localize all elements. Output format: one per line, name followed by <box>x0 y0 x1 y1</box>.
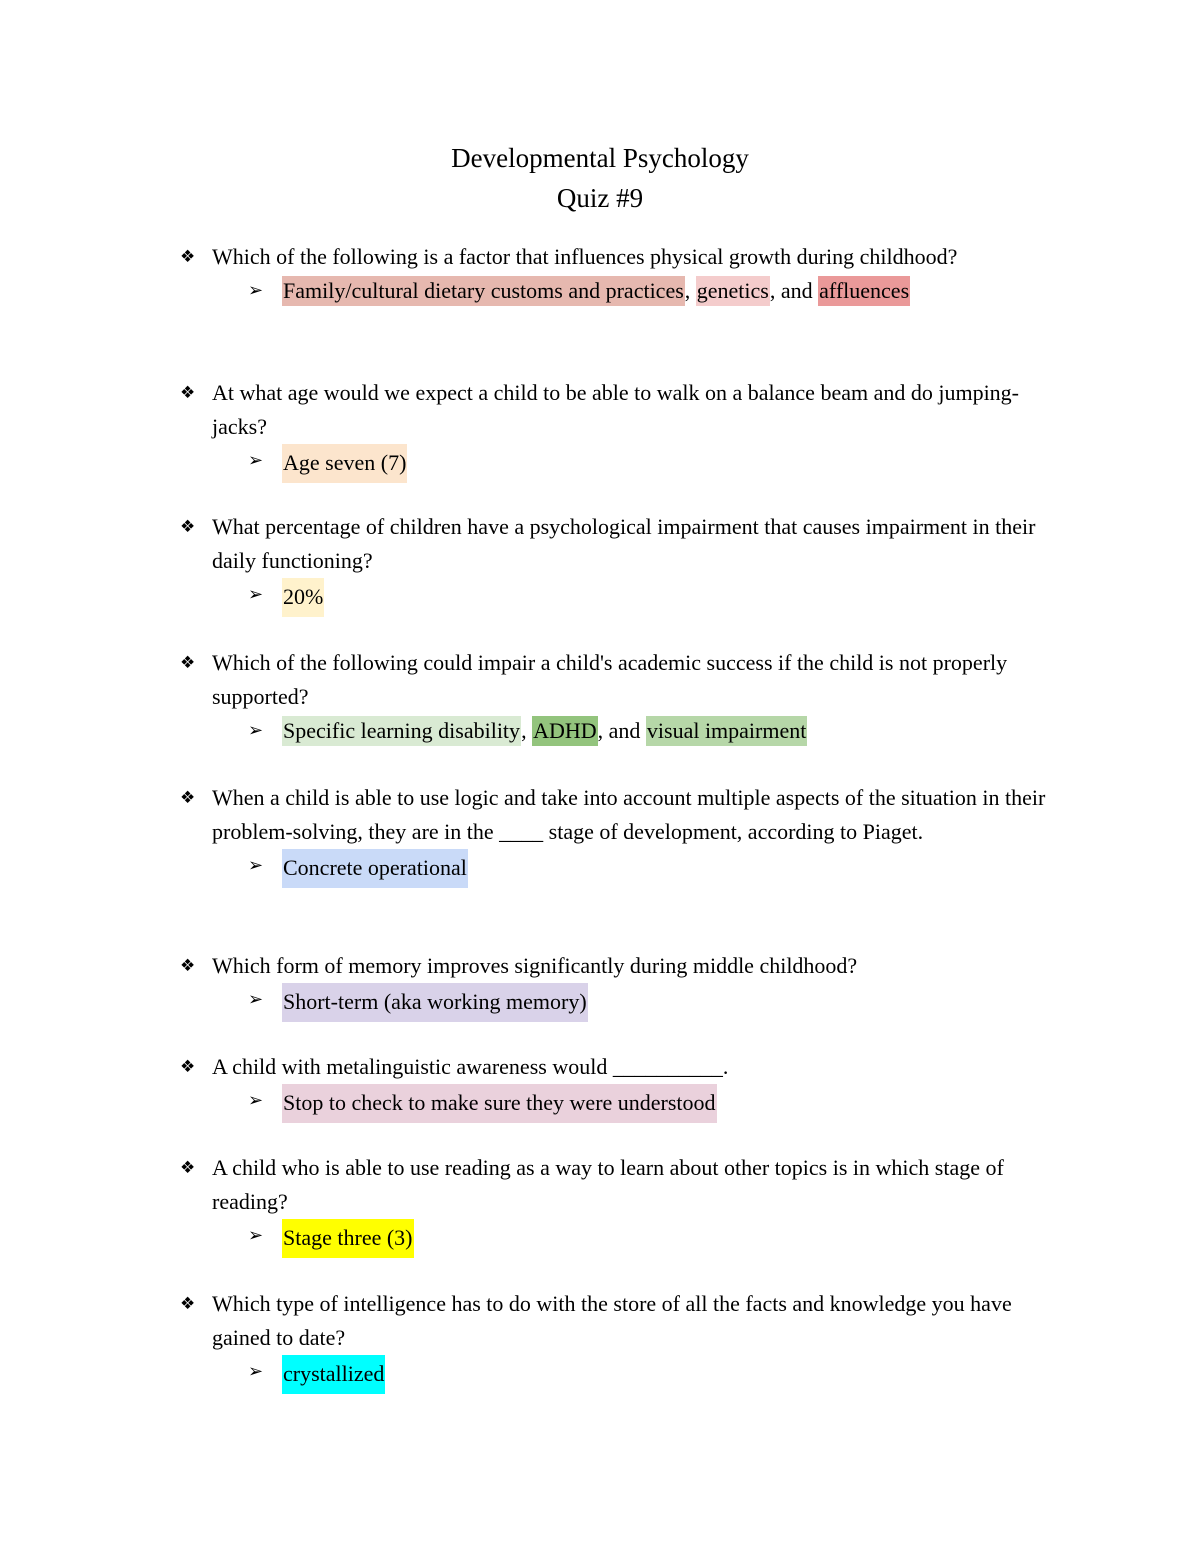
highlighted-answer: Family/cultural dietary customs and practices <box>282 276 685 306</box>
question-block-2 <box>180 376 1060 483</box>
question-text: A child who is able to use reading as a way to learn about other topics is in which stage of reading? <box>212 1155 1004 1214</box>
arrow-bullet-icon: ➢ <box>248 1361 264 1382</box>
answer-separator: , and <box>597 718 646 743</box>
answer-text <box>282 714 807 748</box>
diamond-bullet-icon: ❖ <box>180 788 196 808</box>
question-text: Which of the following is a factor that influences physical growth during childhood? <box>212 244 958 269</box>
arrow-bullet-icon: ➢ <box>248 720 264 741</box>
answer-line <box>180 1084 1060 1123</box>
question-block-6 <box>180 949 1060 1022</box>
question-block-7 <box>180 1050 1060 1123</box>
arrow-bullet-icon: ➢ <box>248 1225 264 1246</box>
answer-line <box>180 274 1060 308</box>
highlighted-answer: genetics <box>696 276 770 306</box>
question-text: Which type of intelligence has to do with the store of all the facts and knowledge you have gained to date? <box>212 1291 1012 1350</box>
highlighted-answer: Concrete operational <box>282 849 468 888</box>
document-subtitle: Quiz #9 <box>556 183 644 213</box>
answer-line <box>180 849 1060 888</box>
answer-line <box>180 444 1060 483</box>
question-block-8 <box>180 1151 1060 1258</box>
highlighted-answer: crystallized <box>282 1355 385 1394</box>
highlighted-answer: ADHD <box>532 716 598 746</box>
diamond-bullet-icon: ❖ <box>180 1294 196 1314</box>
diamond-bullet-icon: ❖ <box>180 1057 196 1077</box>
question-block-5 <box>180 781 1060 888</box>
diamond-bullet-icon: ❖ <box>180 247 196 267</box>
answer-separator: , <box>521 718 533 743</box>
highlighted-answer: Short-term (aka working memory) <box>282 983 588 1022</box>
arrow-bullet-icon: ➢ <box>248 584 264 605</box>
highlighted-answer: Stop to check to make sure they were understood <box>282 1084 717 1123</box>
answer-line <box>180 1355 1060 1394</box>
diamond-bullet-icon: ❖ <box>180 956 196 976</box>
question-text: What percentage of children have a psychological impairment that causes impairment in their daily functioning? <box>212 514 1036 573</box>
arrow-bullet-icon: ➢ <box>248 1090 264 1111</box>
highlighted-answer: Stage three (3) <box>282 1219 414 1258</box>
diamond-bullet-icon: ❖ <box>180 383 196 403</box>
answer-line <box>180 714 1060 748</box>
answer-separator: , <box>684 278 696 303</box>
arrow-bullet-icon: ➢ <box>248 280 264 301</box>
question-text: At what age would we expect a child to be able to walk on a balance beam and do jumping-jacks? <box>212 380 1020 439</box>
arrow-bullet-icon: ➢ <box>248 450 264 471</box>
question-block-1 <box>180 240 1060 308</box>
question-block-3 <box>180 510 1060 617</box>
highlighted-answer: visual impairment <box>646 716 807 746</box>
diamond-bullet-icon: ❖ <box>180 517 196 537</box>
highlighted-answer: Age seven (7) <box>282 444 407 483</box>
title-block <box>0 138 1200 218</box>
answer-line <box>180 983 1060 1022</box>
answer-text <box>282 274 910 308</box>
answer-separator: , and <box>769 278 819 303</box>
question-block-9 <box>180 1287 1060 1394</box>
question-text: Which of the following could impair a child's academic success if the child is not properly supported? <box>212 650 1008 709</box>
question-text: Which form of memory improves significantly during middle childhood? <box>212 953 858 978</box>
highlighted-answer: 20% <box>282 578 324 617</box>
highlighted-answer: Specific learning disability <box>282 716 521 746</box>
document-title: Developmental Psychology <box>451 143 749 173</box>
arrow-bullet-icon: ➢ <box>248 989 264 1010</box>
arrow-bullet-icon: ➢ <box>248 855 264 876</box>
highlighted-answer: affluences <box>818 276 910 306</box>
question-text: When a child is able to use logic and take into account multiple aspects of the situation in their problem-solving, they are in the ____ stage of development, according to Piaget. <box>212 785 1046 844</box>
answer-line <box>180 1219 1060 1258</box>
question-block-4 <box>180 646 1060 748</box>
diamond-bullet-icon: ❖ <box>180 1158 196 1178</box>
answer-line <box>180 578 1060 617</box>
question-text: A child with metalinguistic awareness would __________. <box>212 1054 729 1079</box>
diamond-bullet-icon: ❖ <box>180 653 196 673</box>
